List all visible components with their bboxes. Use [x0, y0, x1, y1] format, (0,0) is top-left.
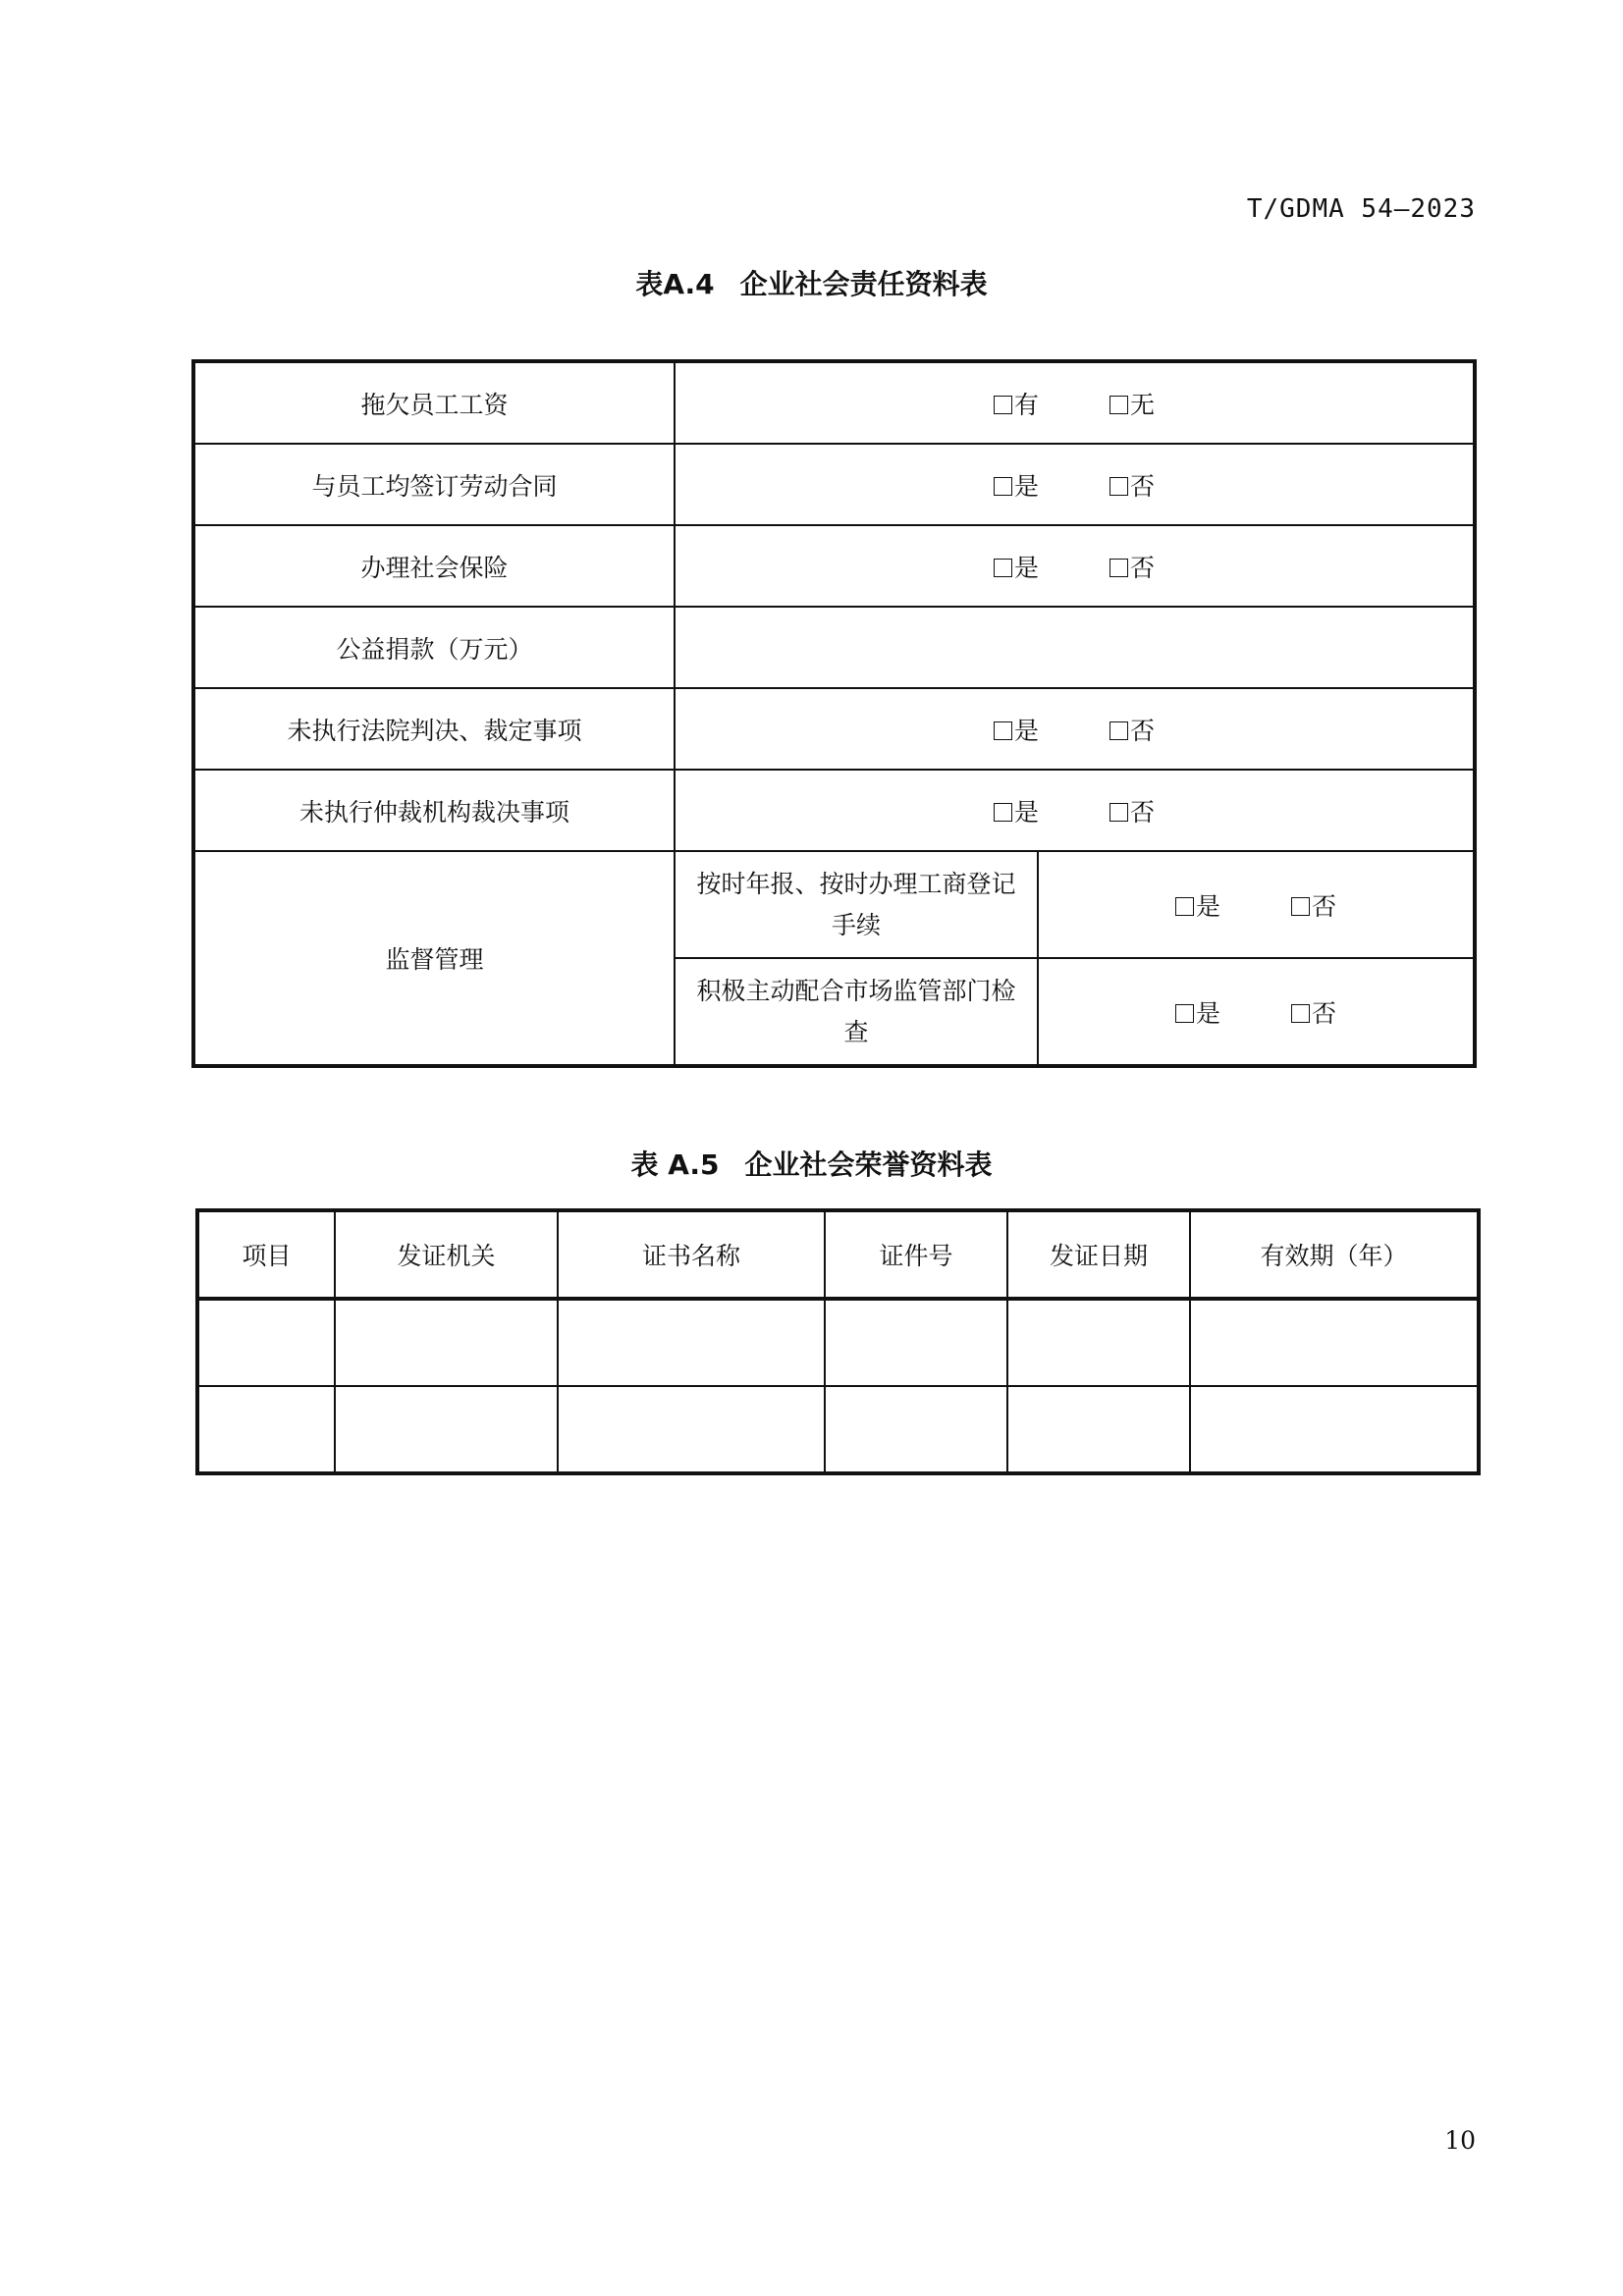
option-cell	[675, 361, 1475, 444]
table-row	[193, 688, 1475, 770]
column-header: 发证机关	[335, 1210, 558, 1299]
option-label: 有	[1014, 390, 1040, 419]
table-a5-title	[0, 1144, 1623, 1183]
supervision-label: 监督管理	[193, 851, 675, 1066]
table-cell[interactable]	[1190, 1299, 1479, 1386]
table-a5-title-text: 企业社会荣誉资料表	[744, 1148, 993, 1181]
row-label: 未执行法院判决、裁定事项	[193, 688, 675, 770]
table-a4-title-text: 企业社会责任资料表	[739, 268, 988, 300]
checkbox-option[interactable]	[994, 467, 1039, 503]
checkbox-icon[interactable]	[1109, 803, 1128, 822]
column-header: 项目	[197, 1210, 335, 1299]
checkbox-option[interactable]	[1109, 712, 1155, 747]
checkbox-option[interactable]	[1109, 386, 1155, 421]
table-a5-number: 表 A.5	[630, 1148, 720, 1181]
column-header: 证书名称	[558, 1210, 825, 1299]
row-label: 拖欠员工工资	[193, 361, 675, 444]
option-label: 是	[1196, 891, 1221, 921]
option-label: 否	[1311, 998, 1336, 1028]
table-row	[193, 770, 1475, 851]
table-row	[193, 525, 1475, 607]
checkbox-option[interactable]	[1291, 994, 1336, 1030]
row-label: 办理社会保险	[193, 525, 675, 607]
checkbox-option[interactable]	[1109, 549, 1155, 584]
option-label: 否	[1129, 471, 1155, 501]
checkbox-icon[interactable]	[1109, 559, 1128, 577]
table-row	[193, 444, 1475, 525]
table-cell[interactable]	[825, 1299, 1007, 1386]
table-cell[interactable]	[197, 1386, 335, 1473]
checkbox-option[interactable]	[1109, 467, 1155, 503]
checkbox-icon[interactable]	[994, 477, 1012, 496]
checkbox-icon[interactable]	[994, 396, 1012, 414]
option-label: 否	[1311, 891, 1336, 921]
table-a4-title	[0, 263, 1623, 302]
checkbox-icon[interactable]	[1175, 1004, 1194, 1023]
row-label: 公益捐款（万元）	[193, 607, 675, 688]
option-cell	[1038, 958, 1475, 1066]
standard-code: T/GDMA 54—2023	[1246, 194, 1476, 224]
option-label: 是	[1014, 797, 1040, 827]
column-header: 证件号	[825, 1210, 1007, 1299]
checkbox-option[interactable]	[994, 386, 1039, 421]
checkbox-option[interactable]	[1175, 994, 1220, 1030]
donation-input-cell[interactable]	[675, 607, 1475, 688]
option-label: 是	[1014, 716, 1040, 745]
table-cell[interactable]	[558, 1299, 825, 1386]
table-row	[193, 851, 1475, 958]
option-label: 无	[1129, 390, 1155, 419]
table-cell[interactable]	[335, 1386, 558, 1473]
option-label: 否	[1129, 797, 1155, 827]
checkbox-icon[interactable]	[1109, 721, 1128, 740]
page-number: 10	[1444, 2126, 1476, 2155]
table-cell[interactable]	[1007, 1386, 1190, 1473]
row-label: 与员工均签订劳动合同	[193, 444, 675, 525]
checkbox-option[interactable]	[994, 712, 1039, 747]
checkbox-option[interactable]	[1109, 793, 1155, 828]
social-responsibility-table	[191, 359, 1477, 1068]
table-row	[193, 607, 1475, 688]
option-label: 是	[1014, 471, 1040, 501]
option-label: 是	[1196, 998, 1221, 1028]
checkbox-icon[interactable]	[994, 721, 1012, 740]
checkbox-icon[interactable]	[1291, 897, 1310, 916]
option-cell	[1038, 851, 1475, 958]
checkbox-icon[interactable]	[1175, 897, 1194, 916]
table-cell[interactable]	[335, 1299, 558, 1386]
option-label: 是	[1014, 553, 1040, 582]
checkbox-icon[interactable]	[1109, 477, 1128, 496]
checkbox-option[interactable]	[1175, 887, 1220, 923]
table-cell[interactable]	[558, 1386, 825, 1473]
social-honor-table	[195, 1208, 1481, 1475]
table-cell[interactable]	[1007, 1299, 1190, 1386]
option-label: 否	[1129, 716, 1155, 745]
table-cell[interactable]	[1190, 1386, 1479, 1473]
checkbox-icon[interactable]	[1109, 396, 1128, 414]
sub-item-label: 按时年报、按时办理工商登记手续	[675, 851, 1038, 958]
table-row	[197, 1299, 1479, 1386]
checkbox-icon[interactable]	[994, 559, 1012, 577]
column-header: 有效期（年）	[1190, 1210, 1479, 1299]
checkbox-option[interactable]	[994, 793, 1039, 828]
table-a4-number: 表A.4	[635, 268, 715, 300]
checkbox-option[interactable]	[994, 549, 1039, 584]
checkbox-option[interactable]	[1291, 887, 1336, 923]
table-cell[interactable]	[825, 1386, 1007, 1473]
option-cell	[675, 688, 1475, 770]
row-label: 未执行仲裁机构裁决事项	[193, 770, 675, 851]
column-header: 发证日期	[1007, 1210, 1190, 1299]
table-row	[193, 361, 1475, 444]
option-label: 否	[1129, 553, 1155, 582]
option-cell	[675, 770, 1475, 851]
option-cell	[675, 444, 1475, 525]
table-cell[interactable]	[197, 1299, 335, 1386]
option-cell	[675, 525, 1475, 607]
checkbox-icon[interactable]	[1291, 1004, 1310, 1023]
table-row	[197, 1386, 1479, 1473]
table-header-row	[197, 1210, 1479, 1299]
checkbox-icon[interactable]	[994, 803, 1012, 822]
sub-item-label: 积极主动配合市场监管部门检查	[675, 958, 1038, 1066]
